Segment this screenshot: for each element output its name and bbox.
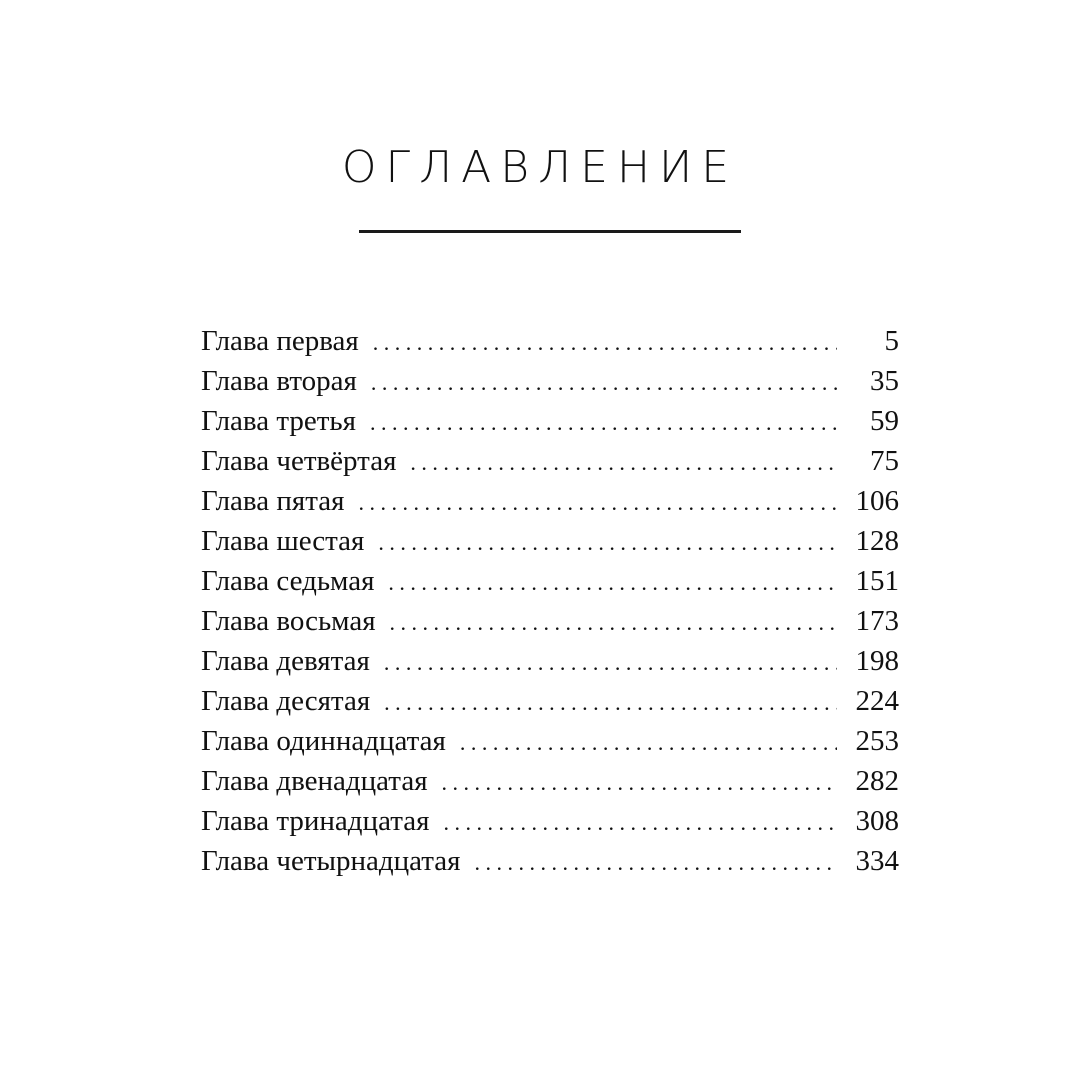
toc-entry[interactable] [201, 441, 899, 481]
toc-entry-page: 198 [855, 645, 899, 677]
toc-entry-page: 253 [855, 725, 899, 757]
toc-entry-page: 59 [870, 405, 899, 437]
toc-entry-title: Глава пятая [201, 485, 345, 517]
toc-entry-title: Глава десятая [201, 685, 371, 717]
toc-entry-page: 151 [855, 565, 899, 597]
toc-dot-leader [378, 523, 837, 563]
title-divider [359, 230, 741, 233]
page-title: ОГЛАВЛЕНИЕ [341, 142, 739, 193]
toc-entry-title: Глава восьмая [201, 605, 376, 637]
toc-entry-title: Глава двенадцатая [201, 765, 428, 797]
toc-dot-leader [358, 483, 837, 523]
toc-entry-page: 282 [855, 765, 899, 797]
toc-entry[interactable] [201, 841, 899, 881]
toc-dot-leader [388, 563, 837, 603]
toc-entry[interactable] [201, 401, 899, 441]
toc-entry[interactable] [201, 681, 899, 721]
toc-entry-page: 35 [870, 365, 899, 397]
toc-dot-leader [373, 323, 837, 363]
toc-dot-leader [443, 803, 837, 843]
toc-entry-page: 75 [870, 445, 899, 477]
toc-dot-leader [384, 643, 837, 683]
toc-entry[interactable] [201, 641, 899, 681]
toc-entry-title: Глава четырнадцатая [201, 845, 461, 877]
toc-entry[interactable] [201, 721, 899, 761]
toc-entry-page: 5 [884, 325, 899, 357]
toc-entry-title: Глава первая [201, 325, 359, 357]
toc-entry-title: Глава четвёртая [201, 445, 397, 477]
table-of-contents [201, 321, 899, 881]
toc-entry-page: 128 [855, 525, 899, 557]
toc-entry[interactable] [201, 561, 899, 601]
toc-entry[interactable] [201, 321, 899, 361]
toc-dot-leader [384, 683, 837, 723]
toc-entry-title: Глава одиннадцатая [201, 725, 446, 757]
toc-entry[interactable] [201, 801, 899, 841]
toc-dot-leader [442, 763, 837, 803]
toc-entry-page: 308 [855, 805, 899, 837]
toc-entry-page: 224 [855, 685, 899, 717]
toc-entry[interactable] [201, 601, 899, 641]
toc-entry[interactable] [201, 481, 899, 521]
toc-dot-leader [371, 363, 837, 403]
toc-dot-leader [390, 603, 837, 643]
toc-entry[interactable] [201, 361, 899, 401]
toc-entry-page: 173 [855, 605, 899, 637]
toc-entry-page: 106 [855, 485, 899, 517]
toc-entry-title: Глава шестая [201, 525, 365, 557]
toc-entry-title: Глава вторая [201, 365, 357, 397]
toc-entry[interactable] [201, 761, 899, 801]
toc-dot-leader [460, 723, 837, 763]
toc-entry-title: Глава третья [201, 405, 356, 437]
toc-entry-title: Глава девятая [201, 645, 370, 677]
toc-entry[interactable] [201, 521, 899, 561]
toc-dot-leader [370, 403, 837, 443]
toc-entry-title: Глава тринадцатая [201, 805, 430, 837]
toc-dot-leader [410, 443, 837, 483]
toc-entry-title: Глава седьмая [201, 565, 375, 597]
toc-entry-page: 334 [855, 845, 899, 877]
toc-dot-leader [475, 843, 838, 883]
